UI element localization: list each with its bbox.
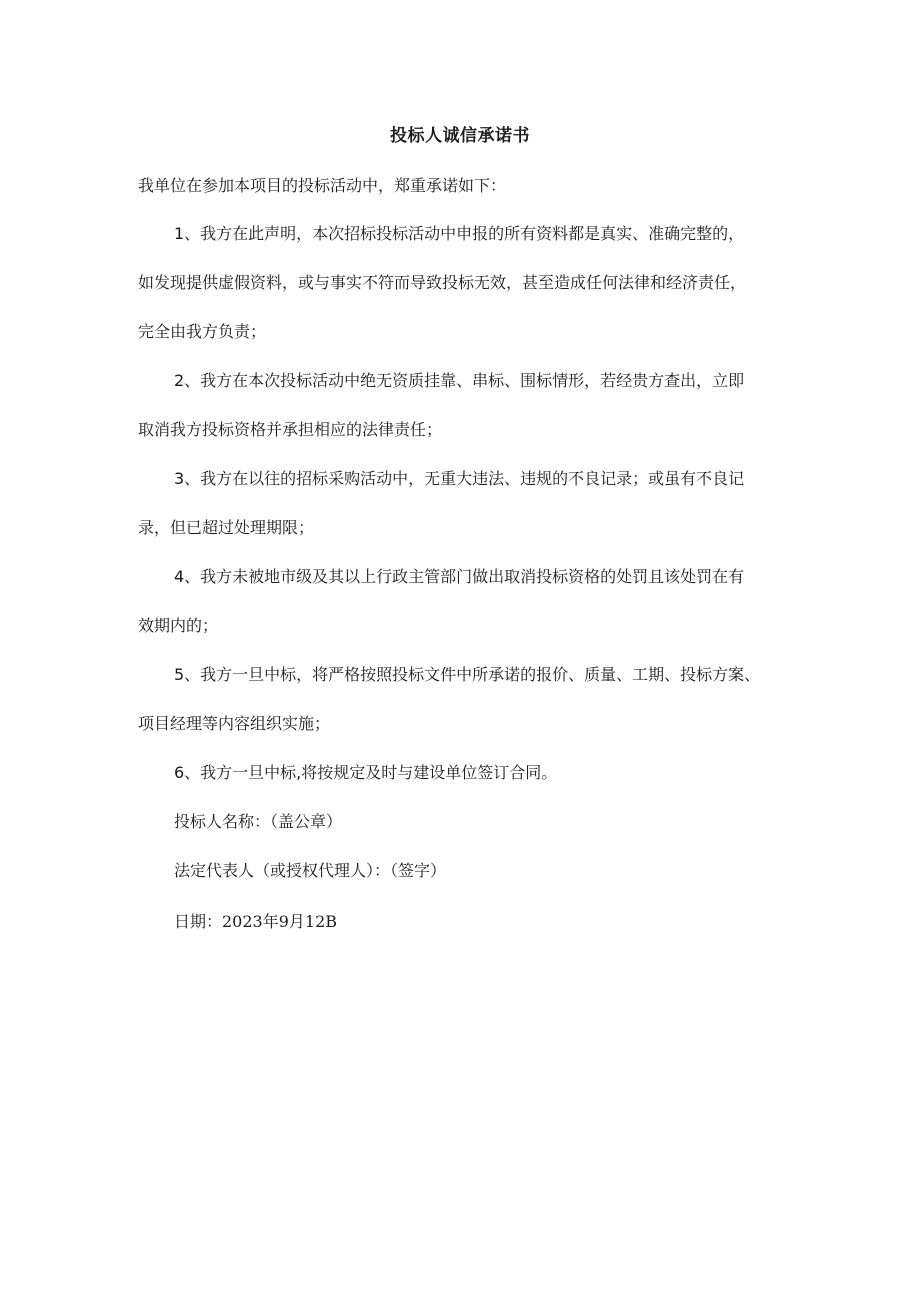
clause-3-line-2: 录，但已超过处理期限； [138,518,315,537]
clause-1-line-1: 1、我方在此声明，本次招标投标活动中申报的所有资料都是真实、准确完整的， [174,224,745,243]
clause-2-line-2: 取消我方投标资格并承担相应的法律责任； [138,420,443,439]
clause-4-line-1: 4、我方未被地市级及其以上行政主管部门做出取消投标资格的处罚且该处罚在有 [174,567,745,586]
bidder-name-line: 投标人名称：（盖公章） [174,812,343,831]
clause-5-line-1: 5、我方一旦中标，将严格按照投标文件中所承诺的报价、质量、工期、投标方案、 [174,665,761,684]
legal-representative-line: 法定代表人（或授权代理人）：（签字） [174,861,447,880]
clause-3-line-1: 3、我方在以往的招标采购活动中，无重大违法、违规的不良记录；或虽有不良记 [174,469,745,488]
document-title: 投标人诚信承诺书 [390,126,530,146]
clause-4-line-2: 效期内的； [138,616,219,635]
date-line: 日期：2023年9月12B [174,912,338,931]
intro-paragraph: 我单位在参加本项目的投标活动中，郑重承诺如下： [138,176,507,195]
clause-5-line-2: 项目经理等内容组织实施； [138,714,331,733]
clause-1-line-2: 如发现提供虚假资料，或与事实不符而导致投标无效，甚至造成任何法律和经济责任， [138,273,747,292]
clause-1-line-3: 完全由我方负责； [138,322,267,341]
clause-6-line-1: 6、我方一旦中标,将按规定及时与建设单位签订合同。 [174,763,558,782]
clause-2-line-1: 2、我方在本次投标活动中绝无资质挂靠、串标、围标情形，若经贵方查出，立即 [174,371,745,390]
